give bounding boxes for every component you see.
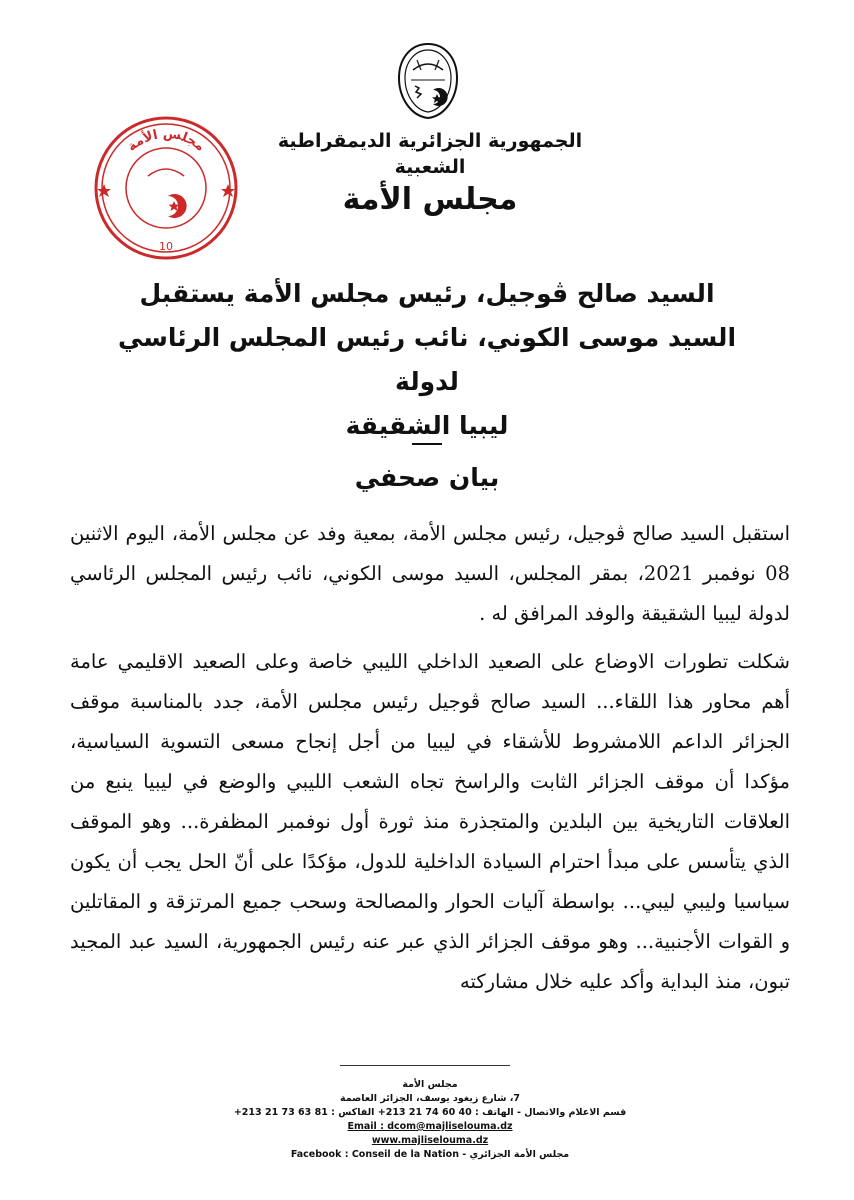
title-divider [412, 443, 442, 445]
footer-org: مجلس الأمة [402, 1079, 458, 1090]
press-release-label: بيان صحفي [354, 463, 500, 492]
official-stamp [88, 110, 244, 266]
footer-email-link[interactable]: Email : dcom@majliselouma.dz [347, 1121, 513, 1132]
title-line-1: السيد صالح ڤوجيل، رئيس مجلس الأمة يستقبل [139, 279, 715, 308]
body-paragraph-2: شكلت تطورات الاوضاع على الصعيد الداخلي الليبي خاصة وعلى الصعيد الاقليمي عامة أهم محاور هذا اللقاء... السيد صالح ڤوجيل رئيس مجلس الأمة، جدد بالمناسبة موقف الجزائر الداعم اللامشروط للأشقاء في ليبيا من أجل إنجاح مسعى التسوية السياسية، مؤكدا أن موقف الجزائر الثابت والراسخ تجاه الشعب الليبي والوضع في ليبيا ينبع من العلاقات التاريخية بين البلدين والمتجذرة منذ ثورة أول نوفمبر المظفرة... وهو الموقف الذي يتأسس على مبدأ احترام السيادة الداخلية للدول، مؤكدًا على أنّ الحل يجب أن يكون سياسيا وليبي ليبي... بواسطة آليات الحوار والمصالحة وسحب جميع المرتزقة و المقاتلين و القوات الأجنبية... وهو موقف الجزائر الذي عبر عنه رئيس الجمهورية، السيد عبد المجيد تبون، منذ البداية وأكد عليه خلال مشاركته [70, 650, 790, 993]
footer-address: 7، شارع زيغود يوسف، الجزائر العاصمة [339, 1093, 521, 1104]
republic-name: الجمهورية الجزائرية الديمقراطية الشعبية [277, 130, 583, 178]
state-emblem-icon [393, 40, 463, 122]
title-line-3: ليبيا الشقيقة [345, 411, 509, 440]
footer-facebook: Facebook : Conseil de la Nation - مجلس الأمة الجزائري [290, 1149, 570, 1160]
body-paragraph-1: استقبل السيد صالح ڤوجيل، رئيس مجلس الأمة، بمعية وفد عن مجلس الأمة، اليوم الاثنين 08 نوفمبر 2021، بمقر المجلس، السيد موسى الكوني، نائب رئيس المجلس الرئاسي لدولة ليبيا الشقيقة والوفد المرافق له . [70, 522, 790, 625]
council-name: مجلس الأمة [342, 182, 518, 217]
footer-divider [340, 1065, 510, 1066]
letterhead [250, 128, 610, 220]
title-line-2: السيد موسى الكوني، نائب رئيس المجلس الرئاسي لدولة [117, 323, 737, 396]
press-release-title [100, 272, 754, 448]
footer-contact: قسم الاعلام والاتصال - الهاتف : 40 60 74 21 213+ الفاكس : 81 63 73 21 213+ [233, 1107, 627, 1118]
footer-website-link[interactable]: www.majliselouma.dz [371, 1135, 489, 1146]
footer [180, 1078, 680, 1162]
stamp-number: 10 [159, 240, 173, 253]
press-release-body [70, 514, 790, 1010]
stamp-text: مجلس الأمة [124, 126, 208, 155]
